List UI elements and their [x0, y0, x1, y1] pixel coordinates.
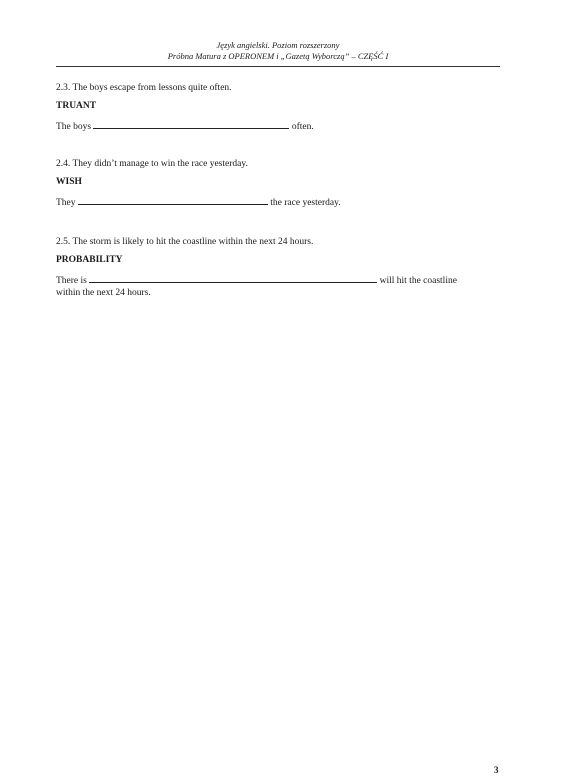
task-prompt: 2.3. The boys escape from lessons quite often.: [56, 83, 232, 93]
header-exam-title: Próbna Matura z OPERONEM i „Gazetą Wyborczą” – CZĘŚĆ I: [167, 51, 389, 61]
task-prompt: 2.4. They didn’t manage to win the race yesterday.: [56, 159, 248, 169]
page-header: [56, 40, 500, 62]
answer-blank[interactable]: [78, 195, 268, 205]
answer-end-text: the race yesterday.: [270, 198, 341, 208]
answer-end-text: will hit the coastline: [379, 276, 457, 286]
answer-line: [56, 273, 457, 287]
answer-blank[interactable]: [93, 119, 289, 129]
task-prompt: 2.5. The storm is likely to hit the coastline within the next 24 hours.: [56, 237, 314, 247]
answer-continuation: within the next 24 hours.: [56, 288, 151, 298]
answer-line: [56, 195, 341, 209]
page-number: 3: [494, 765, 499, 775]
header-subject: Język angielski. Poziom rozszerzony: [216, 40, 340, 50]
answer-line: [56, 119, 314, 133]
task-keyword: TRUANT: [56, 101, 97, 111]
task-keyword: PROBABILITY: [56, 255, 123, 265]
answer-start-text: They: [56, 198, 76, 208]
answer-end-text: often.: [291, 122, 314, 132]
answer-blank[interactable]: [89, 273, 377, 283]
answer-start-text: The boys: [56, 122, 92, 132]
task-keyword: WISH: [56, 177, 82, 187]
header-divider: [56, 66, 500, 67]
answer-start-text: There is: [56, 276, 87, 286]
